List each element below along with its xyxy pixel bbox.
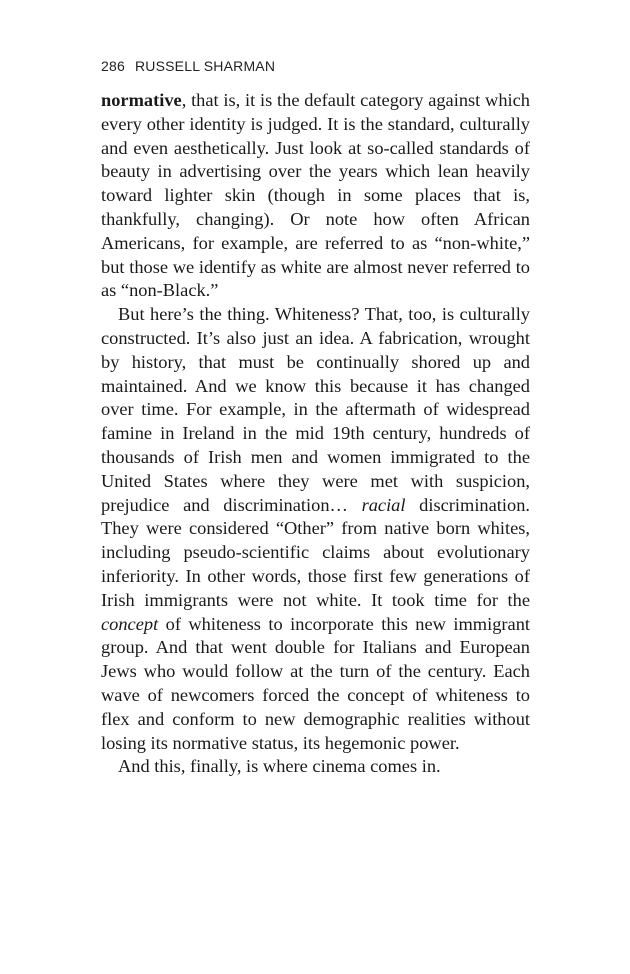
bold-term: normative [101, 90, 182, 110]
paragraph-1 [101, 89, 530, 303]
paragraph-2-text-c: of whiteness to incorporate this new immigrant group. And that went double for Italians and European Jews who would follow at the turn of the century. Each wave of newcomers forced the concept of whiteness to flex and conform to new demographic realities without losing its normative status, its hegemonic power. [101, 613, 530, 753]
paragraph-3: And this, finally, is where cinema comes in. [118, 756, 441, 777]
paragraph-1-text: , that is, it is the default category against which every other identity is judged. It is the standard, culturally and even aesthetically. Just look at so-called standards of beauty in advertising over the years which lean heavily toward lighter skin (though in some places that is, thankfully, changing). Or note how often African Americans, for example, are referred to as “non-white,” but those we identify as white are almost never referred to as “non-Black.” [101, 90, 530, 301]
page-number: 286 [101, 58, 125, 74]
italic-racial: racial [361, 494, 406, 515]
italic-concept: concept [101, 613, 159, 634]
paragraph-2-text-b: discrimination. They were considered “Other” from native born whites, including pseudo-scientific claims about evolutionary inferiority. In other words, those first few generations of Irish immigrants were not white. It took time for the [101, 494, 530, 610]
running-header [101, 58, 275, 74]
body-text [101, 89, 530, 779]
paragraph-2 [101, 303, 530, 755]
paragraph-2-text-a: But here’s the thing. Whiteness? That, too, is culturally constructed. It’s also just an idea. A fabrication, wrought by history, that must be continually shored up and maintained. And we know this because it has changed over time. For example, in the aftermath of widespread famine in Ireland in the mid 19th century, hundreds of thousands of Irish men and women immigrated to the United States where they were met with suspicion, prejudice and discrimination… [101, 304, 530, 515]
running-head-author: RUSSELL SHARMAN [134, 58, 276, 74]
